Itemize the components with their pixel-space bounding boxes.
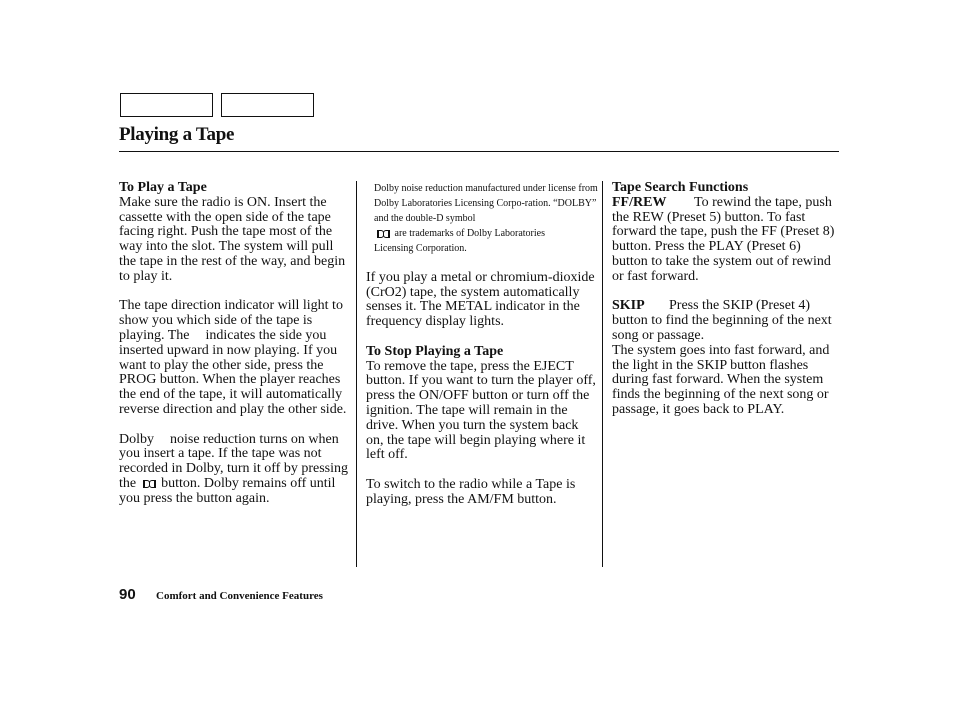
heading-to-play-a-tape: To Play a Tape xyxy=(119,180,207,195)
page-number: 90 xyxy=(119,586,136,603)
column-left xyxy=(119,181,351,507)
paragraph-dolby: Dolby noise reduction turns on when you insert a tape. If the tape was not recorded in Dolby, turn it off by pressing the button. Dolby remains off until you press the button again. xyxy=(119,431,349,506)
title-divider xyxy=(119,151,839,152)
skip-label: SKIP xyxy=(612,298,645,314)
section-tab-box-1 xyxy=(120,93,213,117)
paragraph-eject: To remove the tape, press the EJECT button. If you want to turn the player off, press the ON/OFF button or turn off the ignition. The tape will remain in the drive. When you turn the system back on, the tape will begin playing where it left off. xyxy=(366,358,596,463)
section-tab-box-2 xyxy=(221,93,314,117)
column-divider-2 xyxy=(602,181,603,567)
paragraph-direction-indicator: The tape direction indicator will light to show you which side of the tape is playing. The indicates the side you inserted upward in now playing. If you want to play the other side, press the PROG button. When the player reaches the end of the tape, it will automatically reverse direction and play the other side. xyxy=(119,298,347,417)
column-divider-1 xyxy=(356,181,357,567)
double-d-icon xyxy=(143,480,155,488)
page-title: Playing a Tape xyxy=(119,124,235,145)
paragraph-skip-detail: The system goes into fast forward, and the light in the SKIP button flashes during fast forward. When the system finds the beginning of the next song or passage, it goes back to PLAY. xyxy=(612,342,830,417)
ff-rew-label: FF/REW xyxy=(612,194,667,210)
dolby-trademark-note: Dolby noise reduction manufactured under license from Dolby Laboratories Licensing Corpo-ration. “DOLBY” and the double-D symbol are trademarks of Dolby Laboratories Licensing Corporation. xyxy=(374,183,598,254)
column-middle xyxy=(366,181,598,508)
double-d-icon xyxy=(377,230,389,238)
paragraph-insert-tape: Make sure the radio is ON. Insert the cassette with the open side of the tape facing right. Push the tape most of the way into the slot. The system will pull the tape in the rest of the way, and begin to play it. xyxy=(119,194,346,284)
heading-to-stop-playing: To Stop Playing a Tape xyxy=(366,343,504,359)
section-name: Comfort and Convenience Features xyxy=(156,590,323,602)
paragraph-switch-radio: To switch to the radio while a Tape is playing, press the AM/FM button. xyxy=(366,476,576,507)
paragraph-metal-tape: If you play a metal or chromium-dioxide (CrO2) tape, the system automatically senses it. The METAL indicator in the frequency display lights. xyxy=(366,269,595,330)
heading-tape-search: Tape Search Functions xyxy=(612,180,749,195)
column-right xyxy=(612,181,838,418)
paragraph-ff-rew: FF/REW To rewind the tape, push the REW (Preset 5) button. To fast forward the tape, push the FF (Preset 8) button. Press the PLAY (Preset 6) button to take the system out of rewind or fast forward. xyxy=(612,194,835,284)
paragraph-skip: SKIP Press the SKIP (Preset 4) button to find the beginning of the next song or passage. xyxy=(612,298,832,343)
